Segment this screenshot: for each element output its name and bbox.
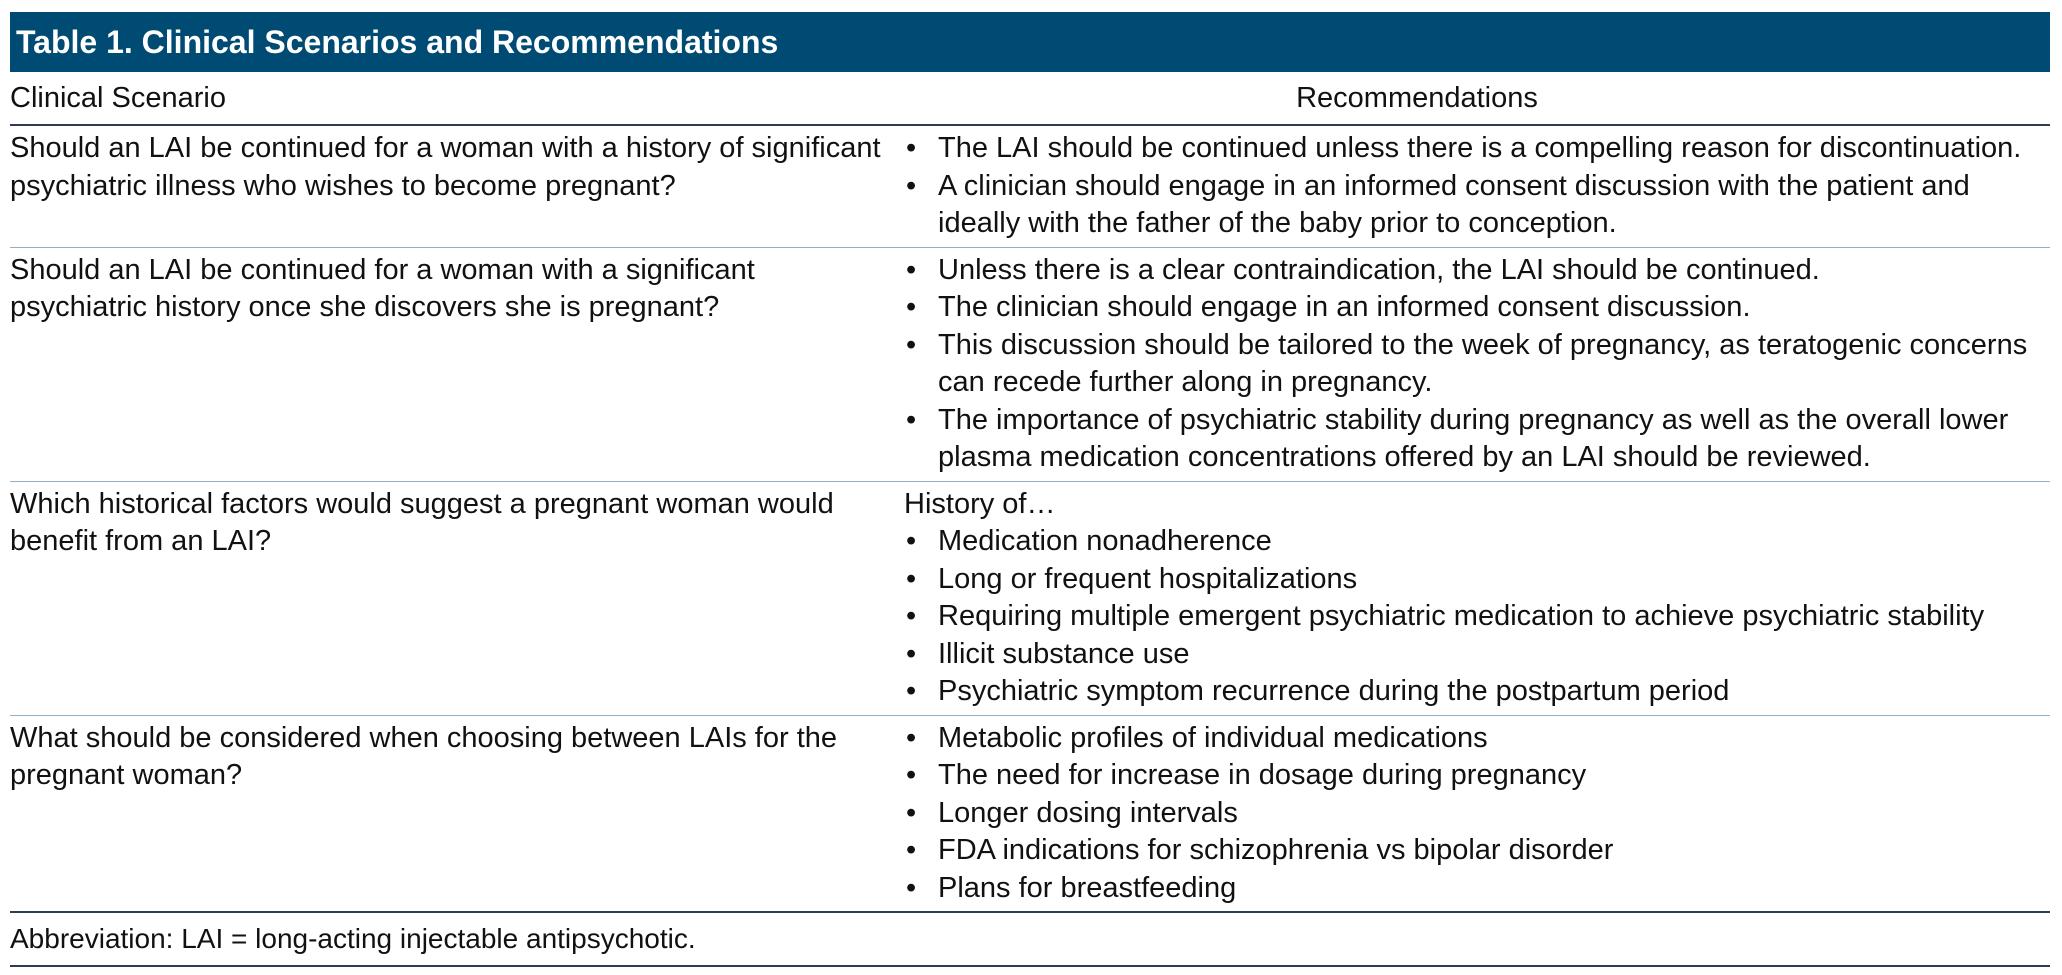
recommendation-item: • Medication nonadherence [904, 523, 2050, 561]
table-title: Table 1. Clinical Scenarios and Recommendations [10, 12, 2050, 72]
table-row [10, 482, 2050, 716]
clinical-scenarios-table [10, 12, 2050, 967]
table-row [10, 126, 2050, 248]
recommendation-item: • FDA indications for schizophrenia vs bipolar disorder [904, 832, 2050, 870]
recommendations-cell [904, 486, 2050, 711]
table-row [10, 248, 2050, 482]
recommendation-item: • Longer dosing intervals [904, 795, 2050, 833]
recommendation-item: • The LAI should be continued unless there is a compelling reason for discontinuation. [904, 130, 2050, 168]
recommendation-item: • Illicit substance use [904, 636, 2050, 674]
scenario-cell: Should an LAI be continued for a woman with a history of significant psychiatric illness who wishes to become pregnant? [10, 132, 881, 202]
recommendation-item: • This discussion should be tailored to the week of pregnancy, as teratogenic concerns can recede further along in pregnancy. [904, 327, 2050, 402]
header-recommendations: Recommendations [1296, 81, 1538, 114]
table-row [10, 716, 2050, 914]
recommendation-item: • Long or frequent hospitalizations [904, 561, 2050, 599]
recommendations-cell [904, 130, 2050, 243]
recommendations-cell [904, 720, 2050, 908]
recommendation-item: • A clinician should engage in an informed consent discussion with the patient and ideally with the father of the baby prior to conception. [904, 168, 2050, 243]
scenario-cell: Which historical factors would suggest a pregnant woman would benefit from an LAI? [10, 487, 834, 557]
recommendation-item: • Unless there is a clear contraindication, the LAI should be continued. [904, 252, 2050, 290]
recommendation-item: • The need for increase in dosage during pregnancy [904, 757, 2050, 795]
recommendation-item: • Psychiatric symptom recurrence during the postpartum period [904, 673, 2050, 711]
recommendation-list [904, 130, 2050, 243]
header-clinical-scenario: Clinical Scenario [10, 81, 226, 114]
recommendation-item: • The importance of psychiatric stability during pregnancy as well as the overall lower plasma medication concentrations offered by an LAI should be reviewed. [904, 402, 2050, 477]
recommendation-list [904, 720, 2050, 908]
recommendation-intro: History of… [904, 487, 1056, 520]
recommendation-list [904, 252, 2050, 477]
table-footnote: Abbreviation: LAI = long-acting injectable antipsychotic. [10, 913, 2050, 967]
recommendation-item: • Plans for breastfeeding [904, 870, 2050, 908]
recommendation-item: • Metabolic profiles of individual medications [904, 720, 2050, 758]
recommendation-item: • Requiring multiple emergent psychiatric medication to achieve psychiatric stability [904, 598, 2050, 636]
recommendation-item: • The clinician should engage in an informed consent discussion. [904, 289, 2050, 327]
recommendation-list [904, 523, 2050, 711]
scenario-cell: What should be considered when choosing between LAIs for the pregnant woman? [10, 721, 838, 791]
table-header-row [10, 72, 2050, 126]
scenario-cell: Should an LAI be continued for a woman with a significant psychiatric history once she discovers she is pregnant? [10, 253, 755, 323]
recommendations-cell [904, 252, 2050, 477]
